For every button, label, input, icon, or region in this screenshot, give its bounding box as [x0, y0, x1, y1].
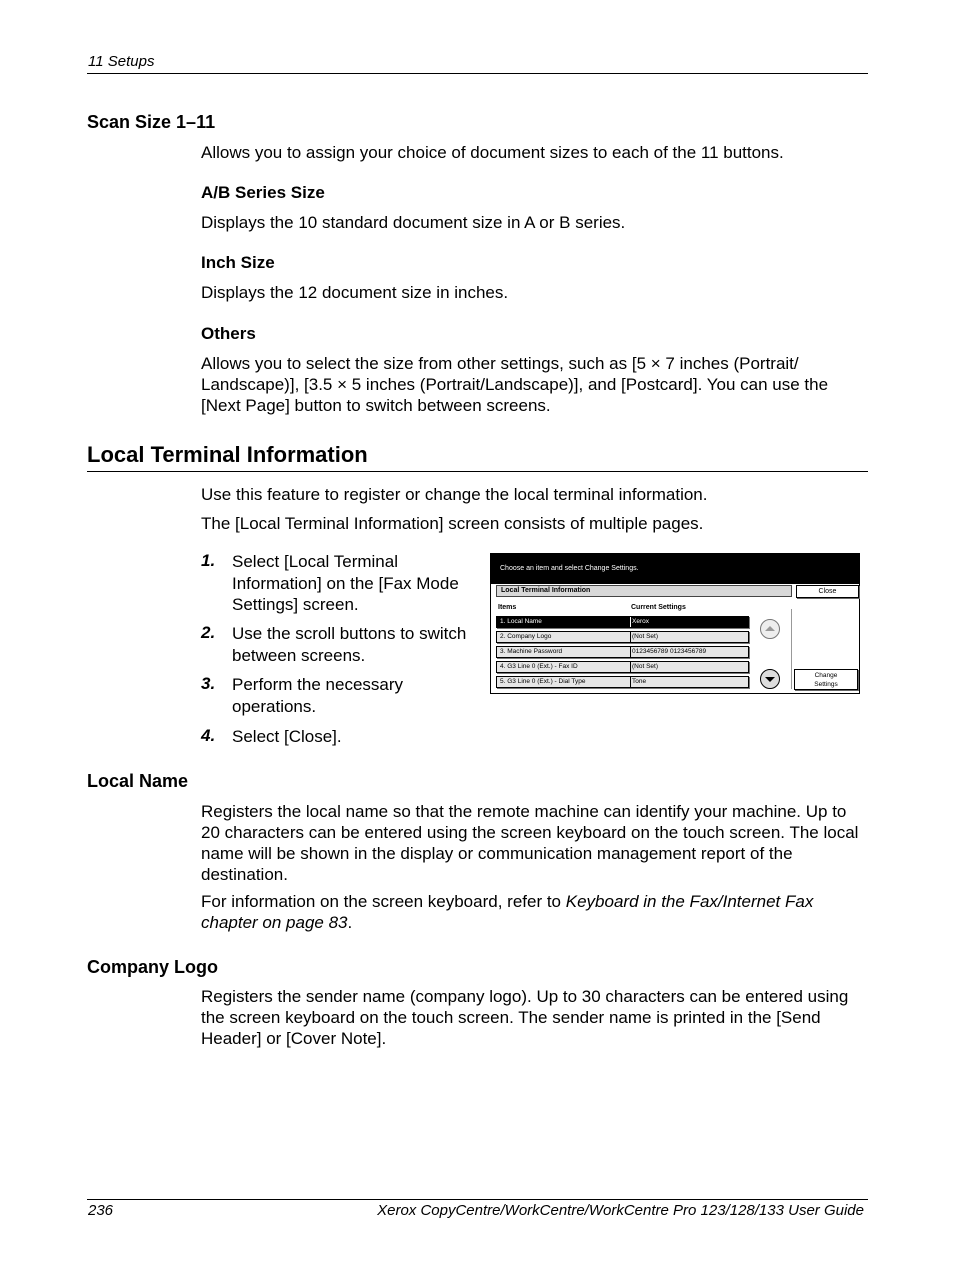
step-text: Select [Local Terminal Information] on the [Fax Mode Settings] screen.: [232, 552, 459, 614]
row-value: 0123456789 0123456789: [632, 648, 707, 655]
settings-row[interactable]: [496, 631, 749, 643]
row-item: 2. Company Logo: [500, 633, 552, 640]
ab-series-text: Displays the 10 standard document size in A or B series.: [201, 213, 626, 232]
screen-title-bar: [496, 585, 792, 597]
local-name-p2: [201, 891, 869, 933]
column-header-items: Items: [498, 604, 517, 611]
screen-divider: [791, 609, 792, 689]
reference-suffix: .: [347, 913, 353, 932]
scan-size-heading: Scan Size 1–11: [87, 112, 216, 132]
local-name-p1: Registers the local name so that the remote machine can identify your machine. Up to 20 characters can be entered using the screen keyboard on the touch screen. The local name will be shown in the display or communication management report of the destination.: [201, 802, 859, 884]
row-divider: [630, 632, 631, 642]
reference-prefix: For information on the screen keyboard, refer to: [201, 892, 566, 911]
screen-instruction: Choose an item and select Change Settings.: [500, 565, 639, 572]
triangle-down-icon: [761, 670, 779, 688]
cross-reference-link[interactable]: Keyboard in the Fax/Internet Fax chapter on page 83: [201, 892, 814, 932]
footer-rule: [87, 1199, 868, 1200]
row-item: 4. G3 Line 0 (Ext.) - Fax ID: [500, 663, 578, 670]
page-number: 236: [88, 1202, 114, 1219]
settings-row[interactable]: [496, 676, 749, 688]
screen-title: Local Terminal Information: [501, 587, 591, 594]
step-number: 1.: [201, 551, 216, 570]
row-divider: [630, 662, 631, 672]
guide-title: Xerox CopyCentre/WorkCentre/WorkCentre Pro 123/128/133 User Guide: [377, 1202, 864, 1219]
change-settings-label-1: Change: [814, 672, 838, 679]
others-heading: Others: [201, 324, 256, 343]
screen-message-bar: [491, 554, 859, 584]
change-settings-button[interactable]: [794, 669, 858, 690]
company-logo-heading: Company Logo: [87, 957, 218, 977]
row-value: (Not Set): [632, 663, 659, 670]
settings-row[interactable]: [496, 646, 749, 658]
ab-series-heading: A/B Series Size: [201, 183, 325, 202]
row-value: Xerox: [632, 618, 649, 625]
local-terminal-p1: Use this feature to register or change the local terminal information.: [201, 485, 708, 504]
row-divider: [630, 677, 631, 687]
row-divider: [630, 647, 631, 657]
row-item: 3. Machine Password: [500, 648, 563, 655]
row-item: 5. G3 Line 0 (Ext.) - Dial Type: [500, 678, 586, 685]
close-button[interactable]: Close: [796, 585, 859, 598]
triangle-up-icon: [761, 620, 779, 638]
step-number: 2.: [201, 623, 216, 642]
step-text: Perform the necessary operations.: [232, 675, 404, 716]
row-divider: [630, 617, 631, 627]
row-value: (Not Set): [632, 633, 659, 640]
header-rule: [87, 73, 868, 74]
local-terminal-screen: [490, 553, 860, 694]
step-text: Use the scroll buttons to switch between screens.: [232, 624, 467, 665]
company-logo-p1: Registers the sender name (company logo). Up to 30 characters can be entered using the screen keyboard on the touch screen. The sender name is printed in the [Send Header] or [Cover Note].: [201, 987, 849, 1048]
inch-size-text: Displays the 12 document size in inches.: [201, 283, 509, 302]
change-settings-label-2: Settings: [814, 681, 838, 688]
step-text: Select [Close].: [232, 727, 342, 746]
local-terminal-p2: The [Local Terminal Information] screen consists of multiple pages.: [201, 514, 704, 533]
scan-size-intro: Allows you to assign your choice of document sizes to each of the 11 buttons.: [201, 143, 784, 162]
scroll-up-button[interactable]: [760, 619, 780, 639]
column-header-settings: Current Settings: [631, 604, 686, 611]
local-terminal-heading: Local Terminal Information: [87, 442, 368, 467]
step-number: 3.: [201, 674, 216, 693]
row-item: 1. Local Name: [500, 618, 542, 625]
inch-size-heading: Inch Size: [201, 253, 275, 272]
running-header: 11 Setups: [88, 53, 155, 70]
step-number: 4.: [201, 726, 216, 745]
scroll-down-button[interactable]: [760, 669, 780, 689]
settings-row[interactable]: [496, 616, 749, 628]
others-text: Allows you to select the size from other settings, such as [5 × 7 inches (Portrait/ Landscape)], [3.5 × 5 inches (Portrait/Landscape)], and [Postcard]. You can use the [Next Page] button to switch between screens.: [201, 354, 829, 415]
row-value: Tone: [632, 678, 647, 685]
section-rule: [87, 471, 868, 472]
settings-row[interactable]: [496, 661, 749, 673]
local-name-heading: Local Name: [87, 771, 189, 791]
